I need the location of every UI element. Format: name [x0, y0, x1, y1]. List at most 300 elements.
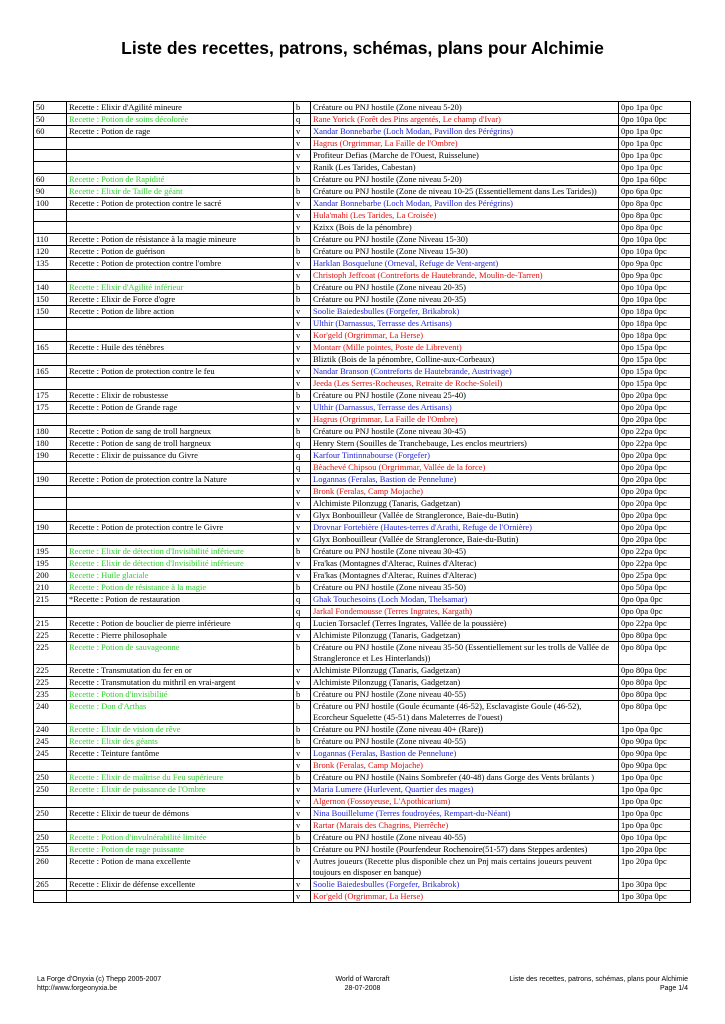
- source-cell: Ulthir (Darnassus, Terrasse des Artisans): [311, 318, 619, 330]
- recipe-cell: Recette : Potion d'invulnérabilité limitée: [67, 832, 294, 844]
- level-cell: [34, 162, 67, 174]
- source-cell: Alchimiste Pilonzugg (Tanaris, Gadgetzan): [311, 677, 619, 689]
- table-row: [34, 342, 691, 354]
- source-cell: Créature ou PNJ hostile (Pourfendeur Rochenoire(51-57) dans Steppes ardentes): [311, 844, 619, 856]
- recipe-cell: [67, 330, 294, 342]
- table-row: [34, 748, 691, 760]
- cost-cell: 0po 90pa 0pc: [619, 748, 691, 760]
- table-row: [34, 891, 691, 903]
- recipe-cell: [67, 760, 294, 772]
- source-type-cell: b: [294, 282, 311, 294]
- source-cell: Créature ou PNJ hostile (Zone niveau 25-40): [311, 390, 619, 402]
- source-type-cell: v: [294, 342, 311, 354]
- level-cell: 180: [34, 426, 67, 438]
- cost-cell: 1po 30pa 0pc: [619, 891, 691, 903]
- source-cell: Henry Stern (Souilles de Tranchebauge, Les enclos meurtriers): [311, 438, 619, 450]
- source-cell: Créature ou PNJ hostile (Zone niveau 5-20): [311, 174, 619, 186]
- source-type-cell: v: [294, 330, 311, 342]
- source-cell: Lucien Torsaclef (Terres Ingrates, Vallée de la poussière): [311, 618, 619, 630]
- recipe-cell: [67, 462, 294, 474]
- recipe-cell: Recette : Potion de sauvageonne: [67, 642, 294, 665]
- recipe-cell: Recette : Elixir de Force d'ogre: [67, 294, 294, 306]
- source-type-cell: b: [294, 736, 311, 748]
- source-type-cell: b: [294, 546, 311, 558]
- recipe-cell: Recette : Elixir de puissance de l'Ombre: [67, 784, 294, 796]
- source-type-cell: v: [294, 630, 311, 642]
- recipe-cell: Recette : Potion de guérison: [67, 246, 294, 258]
- recipe-cell: Recette : Elixir de détection d'Invisibilité inférieure: [67, 558, 294, 570]
- source-cell: Créature ou PNJ hostile (Zone niveau 5-20): [311, 102, 619, 114]
- source-cell: Créature ou PNJ hostile (Zone Niveau 15-30): [311, 246, 619, 258]
- cost-cell: 0po 22pa 0pc: [619, 558, 691, 570]
- source-cell: Créature ou PNJ hostile (Zone de niveau 10-25 (Essentiellement dans Les Tarides)): [311, 186, 619, 198]
- source-cell: Créature ou PNJ hostile (Zone niveau 35-50 (Essentiellement sur les trolls de Vallée de Strangleronce et Les Hinterlands)): [311, 642, 619, 665]
- source-type-cell: v: [294, 354, 311, 366]
- level-cell: 165: [34, 366, 67, 378]
- table-row: [34, 784, 691, 796]
- level-cell: 175: [34, 390, 67, 402]
- source-cell: Nandar Branson (Contreforts de Hautebrande, Austrivage): [311, 366, 619, 378]
- source-type-cell: v: [294, 270, 311, 282]
- cost-cell: 0po 1pa 0pc: [619, 162, 691, 174]
- cost-cell: 0po 20pa 0pc: [619, 390, 691, 402]
- source-cell: Fra'kas (Montagnes d'Alterac, Ruines d'Alterac): [311, 558, 619, 570]
- level-cell: 225: [34, 677, 67, 689]
- table-row: [34, 582, 691, 594]
- recipe-cell: [67, 414, 294, 426]
- cost-cell: 0po 20pa 0pc: [619, 450, 691, 462]
- source-type-cell: b: [294, 689, 311, 701]
- table-row: [34, 510, 691, 522]
- level-cell: [34, 498, 67, 510]
- table-row: [34, 378, 691, 390]
- cost-cell: 0po 20pa 0pc: [619, 462, 691, 474]
- source-type-cell: v: [294, 891, 311, 903]
- source-cell: Bronk (Feralas, Camp Mojache): [311, 486, 619, 498]
- source-cell: Créature ou PNJ hostile (Goule écumante (46-52), Esclavagiste Goule (46-52), Ecorcheur Squelette (45-51) dans Maleterres de l'ouest): [311, 701, 619, 724]
- cost-cell: 0po 20pa 0pc: [619, 414, 691, 426]
- table-row: [34, 402, 691, 414]
- table-row: [34, 558, 691, 570]
- recipe-cell: [67, 486, 294, 498]
- source-type-cell: v: [294, 522, 311, 534]
- recipe-cell: Recette : Potion de résistance à la magie: [67, 582, 294, 594]
- cost-cell: 0po 15pa 0pc: [619, 378, 691, 390]
- source-type-cell: v: [294, 366, 311, 378]
- recipe-cell: Recette : Potion de sang de troll hargneux: [67, 426, 294, 438]
- level-cell: 120: [34, 246, 67, 258]
- cost-cell: 0po 20pa 0pc: [619, 534, 691, 546]
- cost-cell: 0po 80pa 0pc: [619, 630, 691, 642]
- level-cell: 240: [34, 724, 67, 736]
- recipe-cell: Recette : Don d'Arthas: [67, 701, 294, 724]
- cost-cell: 0po 8pa 0pc: [619, 210, 691, 222]
- level-cell: [34, 462, 67, 474]
- recipe-cell: Recette : Elixir de tueur de démons: [67, 808, 294, 820]
- source-cell: Xandar Bonnebarbe (Loch Modan, Pavillon des Pérégrins): [311, 198, 619, 210]
- recipe-cell: Recette : Potion de sang de troll hargneux: [67, 438, 294, 450]
- source-cell: Créature ou PNJ hostile (Nains Sombrefer (40-48) dans Gorge des Vents brûlants ): [311, 772, 619, 784]
- level-cell: 165: [34, 342, 67, 354]
- source-type-cell: v: [294, 534, 311, 546]
- footer-right: [509, 976, 688, 993]
- table-row: [34, 306, 691, 318]
- table-row: [34, 689, 691, 701]
- source-cell: Autres joueurs (Recette plus disponible chez un Pnj mais certains joueurs peuvent toujours en disposer en banque): [311, 856, 619, 879]
- level-cell: 250: [34, 784, 67, 796]
- source-cell: Algernon (Fossoyeuse, L'Apothicarium): [311, 796, 619, 808]
- source-cell: Soolie Baiedesbulles (Forgefer, Brikabrok): [311, 306, 619, 318]
- source-cell: Logannas (Feralas, Bastion de Pennelune): [311, 748, 619, 760]
- recipe-cell: Recette : Potion de protection contre la Nature: [67, 474, 294, 486]
- level-cell: [34, 354, 67, 366]
- source-type-cell: v: [294, 748, 311, 760]
- level-cell: 110: [34, 234, 67, 246]
- source-type-cell: v: [294, 222, 311, 234]
- level-cell: 60: [34, 126, 67, 138]
- recipe-cell: Recette : Elixir des géants: [67, 736, 294, 748]
- level-cell: 255: [34, 844, 67, 856]
- level-cell: [34, 820, 67, 832]
- table-row: [34, 486, 691, 498]
- cost-cell: 1po 0pa 0pc: [619, 820, 691, 832]
- cost-cell: 0po 22pa 0pc: [619, 546, 691, 558]
- level-cell: 150: [34, 294, 67, 306]
- source-type-cell: q: [294, 114, 311, 126]
- source-type-cell: b: [294, 390, 311, 402]
- source-cell: Karfour Tintinnabourse (Forgefer): [311, 450, 619, 462]
- cost-cell: 0po 15pa 0pc: [619, 366, 691, 378]
- table-row: [34, 701, 691, 724]
- source-cell: Créature ou PNJ hostile (Zone niveau 20-35): [311, 294, 619, 306]
- recipe-cell: Recette : Elixir d'Agilité mineure: [67, 102, 294, 114]
- cost-cell: 1po 20pa 0pc: [619, 856, 691, 879]
- recipe-cell: Recette : Potion de protection contre le Givre: [67, 522, 294, 534]
- recipe-cell: *Recette : Potion de restauration: [67, 594, 294, 606]
- level-cell: 50: [34, 102, 67, 114]
- cost-cell: 0po 15pa 0pc: [619, 342, 691, 354]
- table-row: [34, 724, 691, 736]
- level-cell: [34, 796, 67, 808]
- source-type-cell: v: [294, 378, 311, 390]
- table-row: [34, 246, 691, 258]
- table-row: [34, 618, 691, 630]
- source-cell: Glyx Bonbouilleur (Vallée de Strangleronce, Baie-du-Butin): [311, 534, 619, 546]
- cost-cell: 0po 20pa 0pc: [619, 402, 691, 414]
- level-cell: 250: [34, 772, 67, 784]
- source-cell: Logannas (Feralas, Bastion de Pennelune): [311, 474, 619, 486]
- level-cell: 190: [34, 450, 67, 462]
- level-cell: [34, 210, 67, 222]
- recipe-cell: Recette : Potion de Grande rage: [67, 402, 294, 414]
- source-type-cell: b: [294, 724, 311, 736]
- table-row: [34, 234, 691, 246]
- source-type-cell: q: [294, 618, 311, 630]
- source-type-cell: b: [294, 186, 311, 198]
- recipe-cell: Recette : Potion de soins décolorée: [67, 114, 294, 126]
- source-cell: Créature ou PNJ hostile (Zone niveau 40-55): [311, 832, 619, 844]
- footer-website: http://www.forgeonyxia.be: [37, 984, 118, 992]
- table-row: [34, 114, 691, 126]
- table-row: [34, 282, 691, 294]
- recipe-cell: Recette : Elixir de vision de rêve: [67, 724, 294, 736]
- source-type-cell: b: [294, 246, 311, 258]
- level-cell: 190: [34, 474, 67, 486]
- table-row: [34, 318, 691, 330]
- recipe-cell: Recette : Potion de mana excellente: [67, 856, 294, 879]
- cost-cell: 0po 22pa 0pc: [619, 426, 691, 438]
- recipe-cell: [67, 210, 294, 222]
- level-cell: 225: [34, 665, 67, 677]
- source-cell: Rane Yorick (Forêt des Pins argentés, Le champ d'Ivar): [311, 114, 619, 126]
- table-row: [34, 258, 691, 270]
- source-cell: Alchimiste Pilonzugg (Tanaris, Gadgetzan): [311, 665, 619, 677]
- source-type-cell: b: [294, 844, 311, 856]
- source-cell: Christoph Jeffcoat (Contreforts de Hautebrande, Moulin-de-Tarren): [311, 270, 619, 282]
- level-cell: 175: [34, 402, 67, 414]
- cost-cell: 1po 0pa 0pc: [619, 772, 691, 784]
- table-row: [34, 546, 691, 558]
- cost-cell: 1po 0pa 0pc: [619, 784, 691, 796]
- cost-cell: 0po 20pa 0pc: [619, 510, 691, 522]
- source-cell: Rartar (Marais des Chagrins, Pierrêche): [311, 820, 619, 832]
- source-cell: Créature ou PNJ hostile (Zone niveau 35-50): [311, 582, 619, 594]
- recipe-cell: Recette : Pierre philosophale: [67, 630, 294, 642]
- cost-cell: 0po 90pa 0pc: [619, 760, 691, 772]
- level-cell: 215: [34, 594, 67, 606]
- source-type-cell: b: [294, 294, 311, 306]
- table-row: [34, 270, 691, 282]
- recipes-table-body: [34, 102, 691, 903]
- level-cell: 60: [34, 174, 67, 186]
- table-row: [34, 366, 691, 378]
- source-type-cell: v: [294, 414, 311, 426]
- source-cell: Créature ou PNJ hostile (Zone niveau 40-55): [311, 689, 619, 701]
- source-type-cell: b: [294, 832, 311, 844]
- source-cell: Ranik (Les Tarides, Cabestan): [311, 162, 619, 174]
- source-type-cell: v: [294, 318, 311, 330]
- level-cell: 260: [34, 856, 67, 879]
- table-row: [34, 414, 691, 426]
- cost-cell: 0po 18pa 0pc: [619, 306, 691, 318]
- source-type-cell: v: [294, 402, 311, 414]
- source-type-cell: v: [294, 126, 311, 138]
- table-row: [34, 677, 691, 689]
- level-cell: 265: [34, 879, 67, 891]
- level-cell: 190: [34, 522, 67, 534]
- recipe-cell: [67, 606, 294, 618]
- level-cell: [34, 760, 67, 772]
- table-row: [34, 390, 691, 402]
- cost-cell: 0po 1pa 0pc: [619, 138, 691, 150]
- table-row: [34, 736, 691, 748]
- recipe-cell: [67, 138, 294, 150]
- level-cell: 90: [34, 186, 67, 198]
- cost-cell: 0po 20pa 0pc: [619, 486, 691, 498]
- recipe-cell: Recette : Potion d'invisibilité: [67, 689, 294, 701]
- source-type-cell: v: [294, 474, 311, 486]
- cost-cell: 0po 0pa 0pc: [619, 606, 691, 618]
- source-type-cell: v: [294, 665, 311, 677]
- level-cell: [34, 150, 67, 162]
- cost-cell: 0po 22pa 0pc: [619, 438, 691, 450]
- table-row: [34, 474, 691, 486]
- recipe-cell: Recette : Transmutation du mithril en vrai-argent: [67, 677, 294, 689]
- level-cell: [34, 414, 67, 426]
- recipe-cell: [67, 222, 294, 234]
- level-cell: 235: [34, 689, 67, 701]
- cost-cell: 1po 20pa 0pc: [619, 844, 691, 856]
- table-row: [34, 630, 691, 642]
- source-type-cell: v: [294, 820, 311, 832]
- level-cell: 50: [34, 114, 67, 126]
- source-type-cell: b: [294, 772, 311, 784]
- cost-cell: 0po 20pa 0pc: [619, 474, 691, 486]
- recipe-cell: [67, 162, 294, 174]
- table-row: [34, 820, 691, 832]
- recipe-cell: [67, 510, 294, 522]
- cost-cell: 0po 15pa 0pc: [619, 354, 691, 366]
- recipe-cell: Recette : Elixir de détection d'Invisibilité inférieure: [67, 546, 294, 558]
- source-type-cell: v: [294, 558, 311, 570]
- table-row: [34, 808, 691, 820]
- recipe-cell: Recette : Huile glaciale: [67, 570, 294, 582]
- source-cell: Bliztik (Bois de la pénombre, Colline-aux-Corbeaux): [311, 354, 619, 366]
- source-cell: Bèachevé Chipsou (Orgrimmar, Vallée de la force): [311, 462, 619, 474]
- recipe-cell: Recette : Elixir de maîtrise du Feu supérieure: [67, 772, 294, 784]
- table-row: [34, 450, 691, 462]
- table-row: [34, 462, 691, 474]
- source-cell: Créature ou PNJ hostile (Zone niveau 40-55): [311, 736, 619, 748]
- table-row: [34, 856, 691, 879]
- recipe-cell: [67, 796, 294, 808]
- source-type-cell: v: [294, 162, 311, 174]
- cost-cell: 0po 80pa 0pc: [619, 665, 691, 677]
- footer-game: World of Warcraft: [335, 976, 390, 983]
- source-type-cell: v: [294, 784, 311, 796]
- source-type-cell: v: [294, 808, 311, 820]
- cost-cell: 0po 10pa 0pc: [619, 294, 691, 306]
- source-cell: Hagrus (Orgrimmar, La Faille de l'Ombre): [311, 414, 619, 426]
- source-type-cell: b: [294, 426, 311, 438]
- table-row: [34, 330, 691, 342]
- table-row: [34, 594, 691, 606]
- source-cell: Maria Lumere (Hurlevent, Quartier des mages): [311, 784, 619, 796]
- recipe-cell: [67, 534, 294, 546]
- source-cell: Nina Bouillelume (Terres foudroyées, Rempart-du-Néant): [311, 808, 619, 820]
- recipe-cell: [67, 270, 294, 282]
- cost-cell: 0po 80pa 0pc: [619, 642, 691, 665]
- source-type-cell: v: [294, 486, 311, 498]
- source-type-cell: v: [294, 570, 311, 582]
- footer-copyright: La Forge d'Onyxia (c) Thepp 2005-2007: [37, 976, 162, 983]
- cost-cell: 0po 90pa 0pc: [619, 736, 691, 748]
- source-cell: Ulthir (Darnassus, Terrasse des Artisans): [311, 402, 619, 414]
- footer-page-number: Page 1/4: [659, 984, 688, 992]
- level-cell: [34, 270, 67, 282]
- level-cell: 245: [34, 748, 67, 760]
- source-type-cell: b: [294, 234, 311, 246]
- source-type-cell: v: [294, 677, 311, 689]
- level-cell: 180: [34, 438, 67, 450]
- source-type-cell: v: [294, 138, 311, 150]
- recipe-cell: Recette : Potion de libre action: [67, 306, 294, 318]
- table-row: [34, 138, 691, 150]
- footer-date: 28-07-2008: [344, 984, 381, 992]
- source-cell: Harklan Bosquelune (Orneval, Refuge de Vent-argent): [311, 258, 619, 270]
- level-cell: 215: [34, 618, 67, 630]
- recipe-cell: Recette : Transmutation du fer en or: [67, 665, 294, 677]
- source-cell: Ghak Touchesoins (Loch Modan, Thelsamar): [311, 594, 619, 606]
- level-cell: [34, 318, 67, 330]
- level-cell: 135: [34, 258, 67, 270]
- level-cell: 250: [34, 832, 67, 844]
- recipe-cell: Recette : Potion de résistance à la magie mineure: [67, 234, 294, 246]
- source-cell: Créature ou PNJ hostile (Zone niveau 30-45): [311, 546, 619, 558]
- level-cell: [34, 330, 67, 342]
- table-row: [34, 126, 691, 138]
- source-type-cell: q: [294, 462, 311, 474]
- table-row: [34, 570, 691, 582]
- source-type-cell: q: [294, 594, 311, 606]
- source-type-cell: v: [294, 198, 311, 210]
- recipe-cell: Recette : Elixir de Taille de géant: [67, 186, 294, 198]
- source-cell: Kzixx (Bois de la pénombre): [311, 222, 619, 234]
- source-cell: Fra'kas (Montagnes d'Alterac, Ruines d'Alterac): [311, 570, 619, 582]
- cost-cell: 1po 0pa 0pc: [619, 724, 691, 736]
- source-cell: Hula'mahi (Les Tarides, La Croisée): [311, 210, 619, 222]
- table-row: [34, 174, 691, 186]
- level-cell: 210: [34, 582, 67, 594]
- source-type-cell: v: [294, 760, 311, 772]
- table-row: [34, 772, 691, 784]
- cost-cell: 0po 20pa 0pc: [619, 498, 691, 510]
- table-row: [34, 844, 691, 856]
- level-cell: 195: [34, 558, 67, 570]
- level-cell: 225: [34, 630, 67, 642]
- table-row: [34, 534, 691, 546]
- cost-cell: 0po 9pa 0pc: [619, 270, 691, 282]
- recipe-cell: Recette : Potion de rage puissante: [67, 844, 294, 856]
- cost-cell: 0po 8pa 0pc: [619, 198, 691, 210]
- source-type-cell: v: [294, 258, 311, 270]
- source-type-cell: v: [294, 879, 311, 891]
- cost-cell: 0po 8pa 0pc: [619, 222, 691, 234]
- cost-cell: 0po 20pa 0pc: [619, 522, 691, 534]
- recipe-cell: Recette : Elixir de robustesse: [67, 390, 294, 402]
- source-cell: Xandar Bonnebarbe (Loch Modan, Pavillon des Pérégrins): [311, 126, 619, 138]
- table-row: [34, 665, 691, 677]
- source-type-cell: b: [294, 102, 311, 114]
- source-type-cell: b: [294, 582, 311, 594]
- cost-cell: 0po 10pa 0pc: [619, 246, 691, 258]
- level-cell: [34, 891, 67, 903]
- cost-cell: 0po 80pa 0pc: [619, 701, 691, 724]
- recipe-cell: [67, 891, 294, 903]
- source-type-cell: q: [294, 438, 311, 450]
- recipe-cell: Recette : Potion de bouclier de pierre inférieure: [67, 618, 294, 630]
- source-cell: Glyx Bonbouilleur (Vallée de Strangleronce, Baie-du-Butin): [311, 510, 619, 522]
- level-cell: [34, 534, 67, 546]
- table-row: [34, 198, 691, 210]
- cost-cell: 0po 18pa 0pc: [619, 330, 691, 342]
- source-cell: Alchimiste Pilonzugg (Tanaris, Gadgetzan): [311, 498, 619, 510]
- cost-cell: 1po 0pa 0pc: [619, 796, 691, 808]
- table-row: [34, 222, 691, 234]
- level-cell: 240: [34, 701, 67, 724]
- cost-cell: 0po 0pa 0pc: [619, 594, 691, 606]
- level-cell: [34, 510, 67, 522]
